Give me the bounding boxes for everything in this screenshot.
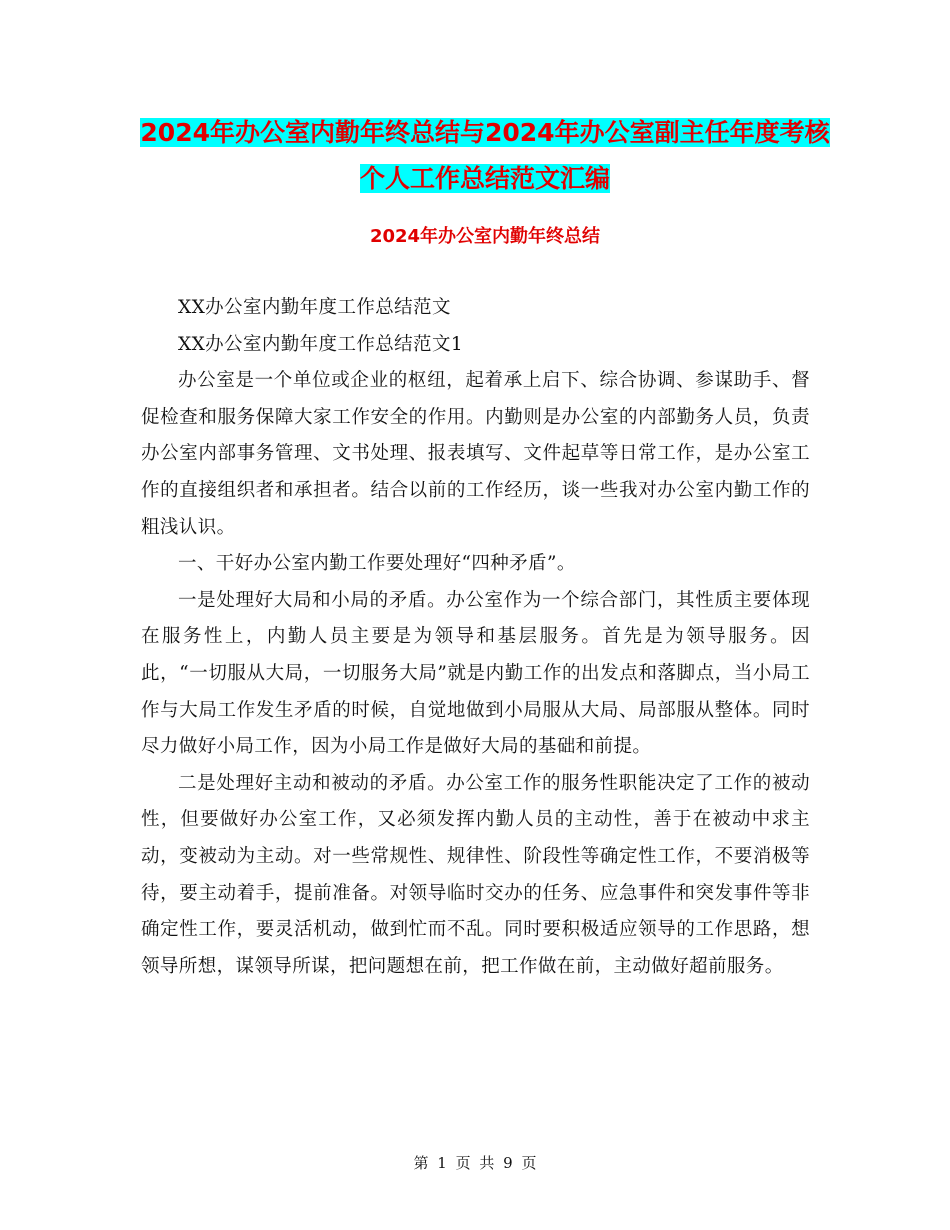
paragraph: XX办公室内勤年度工作总结范文 <box>178 297 451 318</box>
paragraph: 一、干好办公室内勤工作要处理好“四种矛盾”。 <box>178 553 576 575</box>
page-footer: 第 1 页 共 9 页 <box>413 1154 537 1172</box>
paragraph: 二是处理好主动和被动的矛盾。办公室工作的服务性职能决定了工作的被动性，但要做好办公室工作，又必须发挥内勤人员的主动性，善于在被动中求主动，变被动为主动。对一些常规性、规律性、阶段性等确定性工作，不要消极等待，要主动着手，提前准备。对领导临时交办的任务、应急事件和突发事件等非确定性工作，要灵活机动，做到忙而不乱。同时要积极适应领导的工作思路，想领导所想，谋领导所谋，把问题想在前，把工作做在前，主动做好超前服务。 <box>141 772 810 977</box>
paragraph: XX办公室内勤年度工作总结范文1 <box>178 333 464 355</box>
paragraph: 办公室是一个单位或企业的枢纽，起着承上启下、综合协调、参谋助手、督促检查和服务保障大家工作安全的作用。内勤则是办公室的内部勤务人员，负责办公室内部事务管理、文书处理、报表填写、文件起草等日常工作，是办公室工作的直接组织者和承担者。结合以前的工作经历，谈一些我对办公室内勤工作的粗浅认识。 <box>141 370 810 538</box>
document-title-text: 2024年办公室内勤年终总结与2024年办公室副主任年度考核个人工作总结范文汇编 <box>140 118 830 193</box>
section-title: 2024年办公室内勤年终总结 <box>369 226 601 247</box>
document-title <box>140 110 830 202</box>
paragraph: 一是处理好大局和小局的矛盾。办公室作为一个综合部门，其性质主要体现在服务性上，内勤人员主要是为领导和基层服务。首先是为领导服务。因此，“一切服从大局，一切服务大局”就是内勤工作的出发点和落脚点，当小局工作与大局工作发生矛盾的时候，自觉地做到小局服从大局、局部服从整体。同时尽力做好小局工作，因为小局工作是做好大局的基础和前提。 <box>141 589 810 758</box>
document-body <box>141 290 810 985</box>
